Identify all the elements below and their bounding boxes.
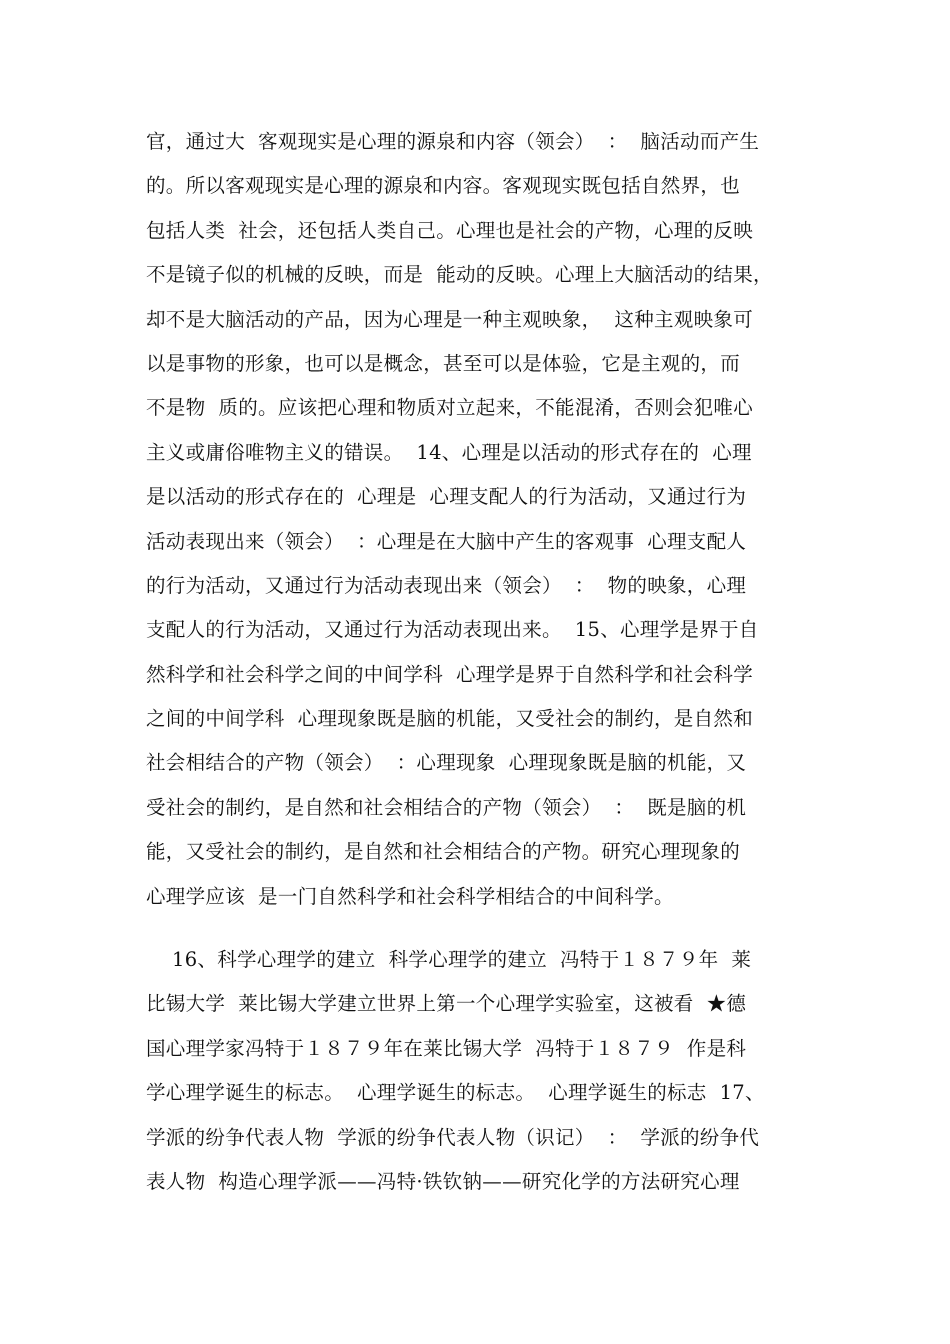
text-line: 支配人的行为活动，又通过行为活动表现出来。 15、心理学是界于自 [146, 618, 759, 642]
text-line: 活动表现出来（领会） ：心理是在大脑中产生的客观事 心理支配人 [146, 529, 747, 553]
text-line: 官，通过大 客观现实是心理的源泉和内容（领会） ： 脑活动而产生 [146, 130, 760, 153]
text-line: 不是镜子似的机械的反映，而是 能动的反映。心理上大脑活动的结果， [146, 263, 773, 287]
text-line: 比锡大学 莱比锡大学建立世界上第一个心理学实验室，这被看 ★德 [146, 992, 747, 1016]
paragraph-2 [146, 938, 826, 1204]
text-line: 表人物 构造心理学派——冯特·铁钦钠——研究化学的方法研究心理 [146, 1169, 740, 1193]
text-line: 的。所以客观现实是心理的源泉和内容。客观现实既包括自然界，也 [146, 174, 741, 198]
text-line: 以是事物的形象，也可以是概念，甚至可以是体验，它是主观的，而 [146, 351, 741, 375]
text-line: 国心理学家冯特于１８７９年在莱比锡大学 冯特于１８７９ 作是科 [146, 1036, 747, 1060]
text-line: 能，又受社会的制约，是自然和社会相结合的产物。研究心理现象的 [146, 840, 741, 864]
text-line: 学派的纷争代表人物 学派的纷争代表人物（识记） ： 学派的纷争代 [146, 1125, 760, 1149]
text-line: 包括人类 社会，还包括人类自己。心理也是社会的产物，心理的反映 [146, 218, 753, 242]
text-line: 学心理学诞生的标志。 心理学诞生的标志。 心理学诞生的标志 17、 [146, 1081, 765, 1105]
text-line: 然科学和社会科学之间的中间学科 心理学是界于自然科学和社会科学 [146, 662, 753, 686]
text-line: 受社会的制约，是自然和社会相结合的产物（领会） ： 既是脑的机 [146, 795, 747, 819]
text-line: 不是物 质的。应该把心理和物质对立起来，不能混淆，否则会犯唯心 [146, 396, 753, 420]
text-line: 的行为活动，又通过行为活动表现出来（领会） ： 物的映象，心理 [146, 573, 747, 597]
text-line: 心理学应该 是一门自然科学和社会科学相结合的中间科学。 [146, 884, 674, 908]
text-line: 主义或庸俗唯物主义的错误。 14、心理是以活动的形式存在的 心理 [146, 440, 752, 464]
text-line: 社会相结合的产物（领会） ：心理现象 心理现象既是脑的机能，又 [146, 751, 747, 775]
text-line: 之间的中间学科 心理现象既是脑的机能，又受社会的制约，是自然和 [146, 707, 753, 731]
text-line: 16、科学心理学的建立 科学心理学的建立 冯特于１８７９年 莱 [146, 948, 752, 971]
paragraph-1 [146, 120, 826, 919]
text-line: 却不是大脑活动的产品，因为心理是一种主观映象， 这种主观映象可 [146, 307, 753, 331]
text-line: 是以活动的形式存在的 心理是 心理支配人的行为活动，又通过行为 [146, 485, 747, 509]
